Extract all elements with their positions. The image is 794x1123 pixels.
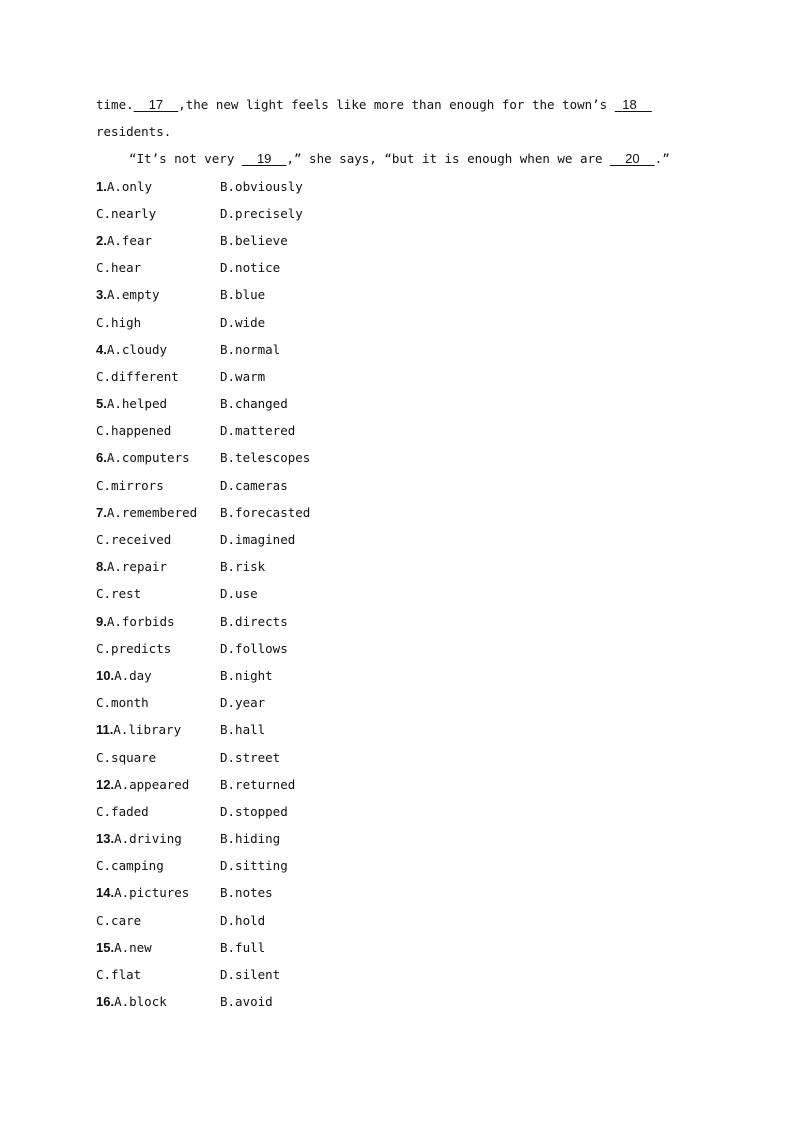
question-row <box>96 556 736 583</box>
option-c: C.flat <box>96 967 142 982</box>
question-row <box>96 937 736 964</box>
question-row <box>96 828 736 855</box>
option-a-text: A.repair <box>106 559 168 575</box>
option-a-text: A.forbids <box>106 613 175 629</box>
question-number: 5. <box>96 396 107 412</box>
question-row <box>96 665 736 692</box>
option-d: D.street <box>220 749 281 765</box>
option-a <box>96 339 167 361</box>
question-row <box>96 447 736 474</box>
passage-text: “It’s not very <box>129 151 242 167</box>
question-row <box>96 991 736 1018</box>
option-c: C.rest <box>96 586 142 602</box>
question-number: 7. <box>96 504 107 520</box>
question-row <box>96 855 736 882</box>
question-row <box>96 801 736 828</box>
question-row <box>96 611 736 638</box>
question-row <box>96 910 736 937</box>
option-a <box>96 665 152 687</box>
option-d: D.imagined <box>220 532 296 547</box>
option-c: C.faded <box>96 803 149 819</box>
option-b: B.obviously <box>220 178 303 194</box>
question-number: 8. <box>96 559 107 575</box>
passage-line-1 <box>96 94 736 121</box>
option-d: D.follows <box>220 640 288 656</box>
option-a-text: A.empty <box>106 287 160 303</box>
option-a-text: A.cloudy <box>106 341 168 357</box>
option-d: D.silent <box>220 967 281 982</box>
question-number: 6. <box>96 450 107 466</box>
passage-text: .” <box>654 151 670 167</box>
question-row <box>96 366 736 393</box>
blank-18: 18 <box>622 97 637 112</box>
option-c: C.mirrors <box>96 477 164 493</box>
option-d: D.notice <box>220 260 281 276</box>
option-d: D.precisely <box>220 205 303 221</box>
question-row <box>96 203 736 230</box>
option-a-text: A.driving <box>114 831 182 847</box>
passage-line-2: residents. <box>96 124 172 140</box>
option-a <box>96 176 152 198</box>
question-number: 15. <box>96 939 115 955</box>
option-d: D.mattered <box>220 423 296 439</box>
option-c: C.month <box>96 695 149 711</box>
option-c: C.predicts <box>96 640 172 656</box>
question-row <box>96 393 736 420</box>
question-row <box>96 502 736 529</box>
option-b: B.forecasted <box>220 504 311 520</box>
passage-text: ,” she says, “but it is enough when we are <box>286 151 611 167</box>
option-a <box>96 284 160 306</box>
option-b: B.blue <box>220 287 266 303</box>
option-b: B.normal <box>220 341 281 357</box>
question-number: 9. <box>96 613 107 629</box>
blank-17: 17 <box>148 97 164 112</box>
option-b: B.avoid <box>220 994 273 1010</box>
question-number: 1. <box>96 178 107 194</box>
option-c: C.nearly <box>96 205 157 221</box>
option-a-text: A.appeared <box>114 776 190 792</box>
option-a-text: A.remembered <box>106 504 198 520</box>
question-row <box>96 529 736 556</box>
question-row <box>96 230 736 257</box>
option-a-text: A.helped <box>106 396 168 412</box>
document-page <box>96 94 736 1018</box>
option-c: C.happened <box>96 423 172 439</box>
option-c: C.different <box>96 368 179 384</box>
option-b: B.changed <box>220 396 288 412</box>
question-row <box>96 583 736 610</box>
option-d: D.stopped <box>220 803 288 819</box>
passage-line-3 <box>96 148 736 175</box>
question-row <box>96 692 736 719</box>
option-d: D.hold <box>220 912 266 928</box>
option-a-text: A.library <box>113 722 182 738</box>
question-number: 11. <box>96 722 114 738</box>
option-a <box>96 828 182 850</box>
question-list <box>96 176 736 1019</box>
question-number: 16. <box>96 994 115 1010</box>
option-a <box>96 611 175 633</box>
question-row <box>96 257 736 284</box>
question-row <box>96 638 736 665</box>
option-a-text: A.pictures <box>114 885 190 901</box>
question-row <box>96 475 736 502</box>
option-b: B.returned <box>220 776 296 792</box>
option-a-text: A.new <box>114 939 152 955</box>
question-row <box>96 176 736 203</box>
option-c: C.care <box>96 912 142 928</box>
option-d: D.warm <box>220 368 266 384</box>
option-b: B.telescopes <box>220 450 311 466</box>
option-c: C.square <box>96 749 157 765</box>
question-number: 12. <box>96 776 115 792</box>
option-b: B.full <box>220 939 266 955</box>
option-b: B.hall <box>220 722 266 738</box>
question-row <box>96 882 736 909</box>
question-number: 14. <box>96 885 115 901</box>
option-d: D.sitting <box>220 858 288 874</box>
option-a <box>96 774 189 796</box>
option-d: D.cameras <box>220 477 288 493</box>
option-a <box>96 882 189 904</box>
option-a <box>96 937 152 959</box>
option-a-text: A.computers <box>106 450 190 466</box>
question-row <box>96 312 736 339</box>
option-b: B.hiding <box>220 831 281 847</box>
option-a <box>96 447 190 469</box>
option-d: D.wide <box>220 314 266 330</box>
blank-19: 19 <box>256 151 272 167</box>
option-a <box>96 230 152 252</box>
question-row <box>96 719 736 746</box>
blank-20: 20 <box>625 151 640 167</box>
option-c: C.received <box>96 532 172 547</box>
question-row <box>96 747 736 774</box>
option-b: B.risk <box>220 559 266 575</box>
option-b: B.night <box>220 667 273 683</box>
question-number: 4. <box>96 341 107 357</box>
option-a-text: A.day <box>114 667 152 683</box>
question-row <box>96 339 736 366</box>
option-c: C.camping <box>96 858 164 874</box>
option-a-text: A.block <box>114 994 167 1010</box>
question-row <box>96 284 736 311</box>
option-a <box>96 393 167 415</box>
question-row <box>96 774 736 801</box>
option-d: D.use <box>220 586 258 602</box>
option-b: B.notes <box>220 885 273 901</box>
option-c: C.high <box>96 314 142 330</box>
question-number: 10. <box>96 667 115 683</box>
option-b: B.directs <box>220 613 288 629</box>
option-c: C.hear <box>96 260 142 276</box>
option-a <box>96 502 197 524</box>
option-a-text: A.fear <box>106 232 152 248</box>
option-a <box>96 556 167 578</box>
option-d: D.year <box>220 695 266 711</box>
passage-text: time. <box>96 97 134 112</box>
option-a <box>96 719 181 741</box>
question-row <box>96 964 736 991</box>
option-a-text: A.only <box>106 178 152 194</box>
question-row <box>96 420 736 447</box>
question-number: 13. <box>96 831 115 847</box>
passage-text: ,the new light feels like more than enough for the town’s <box>178 97 615 112</box>
option-a <box>96 991 167 1013</box>
option-b: B.believe <box>220 232 288 248</box>
question-number: 3. <box>96 287 107 303</box>
question-number: 2. <box>96 232 107 248</box>
